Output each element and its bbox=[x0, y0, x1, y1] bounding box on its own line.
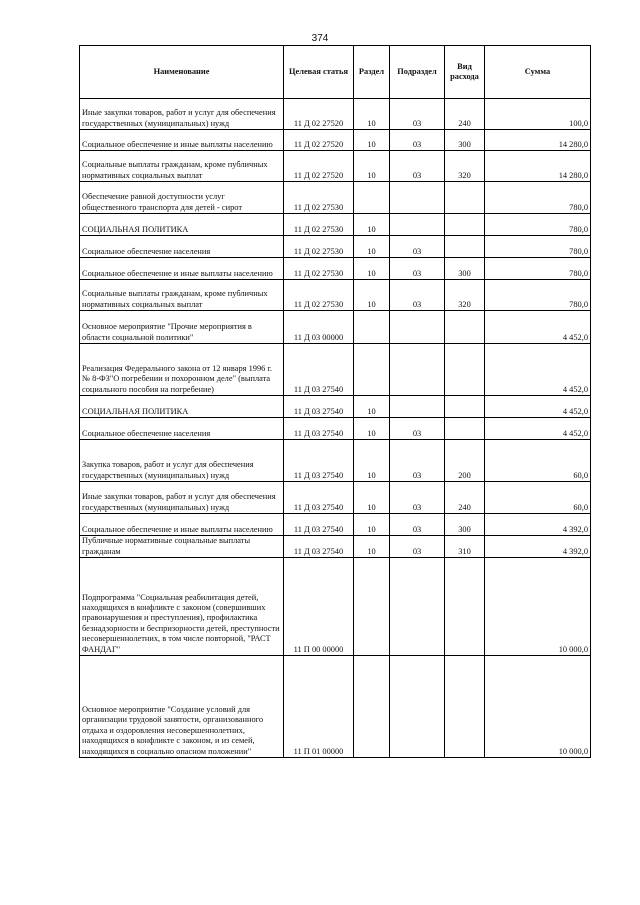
cell-section bbox=[354, 311, 390, 344]
cell-target: 11 Д 03 27540 bbox=[284, 344, 354, 396]
budget-table bbox=[79, 45, 591, 758]
cell-subsection bbox=[390, 558, 445, 656]
cell-target: 11 Д 02 27530 bbox=[284, 258, 354, 280]
cell-type: 200 bbox=[445, 440, 485, 482]
cell-section: 10 bbox=[354, 418, 390, 440]
cell-section: 10 bbox=[354, 99, 390, 130]
cell-section: 10 bbox=[354, 482, 390, 514]
table-row bbox=[80, 440, 591, 482]
cell-target: 11 Д 03 27540 bbox=[284, 536, 354, 558]
cell-sum: 780,0 bbox=[485, 182, 591, 214]
table-row bbox=[80, 182, 591, 214]
cell-type bbox=[445, 344, 485, 396]
cell-target: 11 Д 02 27530 bbox=[284, 236, 354, 258]
cell-subsection: 03 bbox=[390, 280, 445, 311]
cell-subsection: 03 bbox=[390, 151, 445, 182]
cell-subsection: 03 bbox=[390, 514, 445, 536]
cell-sum: 4 452,0 bbox=[485, 311, 591, 344]
cell-section: 10 bbox=[354, 536, 390, 558]
cell-target: 11 Д 03 27540 bbox=[284, 396, 354, 418]
cell-type bbox=[445, 418, 485, 440]
cell-sum: 60,0 bbox=[485, 440, 591, 482]
cell-sum: 780,0 bbox=[485, 236, 591, 258]
header-section: Раздел bbox=[354, 46, 390, 99]
cell-subsection: 03 bbox=[390, 482, 445, 514]
cell-name: Подпрограмма "Социальная реабилитация детей, находящихся в конфликте с законом (совершивших правонарушения и преступления), профилактика безнадзорности и беспризорности детей, преступности несовершеннолетних, в том числе повторной, "РАСТ ФАНДАГ" bbox=[80, 558, 284, 656]
cell-target: 11 Д 02 27520 bbox=[284, 151, 354, 182]
table-row bbox=[80, 514, 591, 536]
cell-section: 10 bbox=[354, 440, 390, 482]
cell-sum: 780,0 bbox=[485, 214, 591, 236]
cell-type bbox=[445, 311, 485, 344]
cell-subsection: 03 bbox=[390, 440, 445, 482]
header-sum: Сумма bbox=[485, 46, 591, 99]
cell-subsection bbox=[390, 344, 445, 396]
table-row bbox=[80, 280, 591, 311]
cell-sum: 780,0 bbox=[485, 258, 591, 280]
cell-type: 240 bbox=[445, 482, 485, 514]
cell-target: 11 Д 02 27530 bbox=[284, 280, 354, 311]
cell-name: Социальное обеспечение и иные выплаты населению bbox=[80, 130, 284, 151]
cell-section: 10 bbox=[354, 151, 390, 182]
table-row bbox=[80, 558, 591, 656]
header-target: Целевая статья bbox=[284, 46, 354, 99]
cell-target: 11 П 00 00000 bbox=[284, 558, 354, 656]
cell-name: Социальные выплаты гражданам, кроме публичных нормативных социальных выплат bbox=[80, 151, 284, 182]
cell-sum: 4 452,0 bbox=[485, 396, 591, 418]
cell-name: Социальное обеспечение и иные выплаты населению bbox=[80, 258, 284, 280]
cell-target: 11 Д 03 00000 bbox=[284, 311, 354, 344]
cell-target: 11 Д 03 27540 bbox=[284, 514, 354, 536]
table-row bbox=[80, 344, 591, 396]
cell-name: Социальное обеспечение населения bbox=[80, 418, 284, 440]
cell-section bbox=[354, 344, 390, 396]
table-row bbox=[80, 536, 591, 558]
cell-type bbox=[445, 236, 485, 258]
cell-section: 10 bbox=[354, 258, 390, 280]
cell-sum: 4 392,0 bbox=[485, 536, 591, 558]
cell-name: Основное мероприятие "Создание условий для организации трудовой занятости, организованного отдыха и оздоровления несовершеннолетних, находящихся в конфликте с законом, и из семей, находящихся в социально опасном положении" bbox=[80, 656, 284, 758]
cell-section: 10 bbox=[354, 396, 390, 418]
cell-sum: 4 452,0 bbox=[485, 418, 591, 440]
cell-type bbox=[445, 656, 485, 758]
cell-name: Основное мероприятие "Прочие мероприятия в области социальной политики" bbox=[80, 311, 284, 344]
cell-type: 300 bbox=[445, 514, 485, 536]
cell-type: 300 bbox=[445, 130, 485, 151]
table-row bbox=[80, 656, 591, 758]
cell-name: Публичные нормативные социальные выплаты гражданам bbox=[80, 536, 284, 558]
header-name: Наименование bbox=[80, 46, 284, 99]
cell-sum: 780,0 bbox=[485, 280, 591, 311]
cell-section: 10 bbox=[354, 514, 390, 536]
cell-sum: 10 000,0 bbox=[485, 558, 591, 656]
cell-subsection: 03 bbox=[390, 418, 445, 440]
header-subsection: Подраздел bbox=[390, 46, 445, 99]
cell-target: 11 Д 02 27520 bbox=[284, 99, 354, 130]
cell-name: Обеспечение равной доступности услуг общественного транспорта для детей - сирот bbox=[80, 182, 284, 214]
cell-subsection: 03 bbox=[390, 99, 445, 130]
cell-name: Иные закупки товаров, работ и услуг для обеспечения государственных (муниципальных) нужд bbox=[80, 482, 284, 514]
cell-name: СОЦИАЛЬНАЯ ПОЛИТИКА bbox=[80, 214, 284, 236]
cell-name: Социальное обеспечение и иные выплаты населению bbox=[80, 514, 284, 536]
table-row bbox=[80, 130, 591, 151]
cell-subsection: 03 bbox=[390, 130, 445, 151]
cell-section: 10 bbox=[354, 130, 390, 151]
cell-section bbox=[354, 558, 390, 656]
cell-subsection: 03 bbox=[390, 536, 445, 558]
cell-type bbox=[445, 182, 485, 214]
cell-subsection: 03 bbox=[390, 236, 445, 258]
cell-subsection bbox=[390, 656, 445, 758]
cell-name: Реализация Федерального закона от 12 января 1996 г. № 8-ФЗ"О погребении и похоронном деле" (выплата социального пособия на погребение) bbox=[80, 344, 284, 396]
cell-subsection bbox=[390, 311, 445, 344]
cell-type bbox=[445, 214, 485, 236]
cell-subsection: 03 bbox=[390, 258, 445, 280]
cell-type bbox=[445, 396, 485, 418]
cell-subsection bbox=[390, 182, 445, 214]
cell-sum: 14 280,0 bbox=[485, 151, 591, 182]
cell-section bbox=[354, 656, 390, 758]
cell-sum: 14 280,0 bbox=[485, 130, 591, 151]
cell-sum: 100,0 bbox=[485, 99, 591, 130]
cell-name: Социальное обеспечение населения bbox=[80, 236, 284, 258]
cell-type: 320 bbox=[445, 151, 485, 182]
cell-sum: 4 392,0 bbox=[485, 514, 591, 536]
cell-type: 320 bbox=[445, 280, 485, 311]
cell-target: 11 Д 03 27540 bbox=[284, 418, 354, 440]
cell-target: 11 Д 02 27530 bbox=[284, 182, 354, 214]
cell-section bbox=[354, 182, 390, 214]
cell-section: 10 bbox=[354, 280, 390, 311]
cell-name: Закупка товаров, работ и услуг для обеспечения государственных (муниципальных) нужд bbox=[80, 440, 284, 482]
cell-type: 310 bbox=[445, 536, 485, 558]
cell-name: Иные закупки товаров, работ и услуг для обеспечения государственных (муниципальных) нужд bbox=[80, 99, 284, 130]
cell-target: 11 Д 02 27530 bbox=[284, 214, 354, 236]
cell-target: 11 Д 03 27540 bbox=[284, 482, 354, 514]
table-row bbox=[80, 99, 591, 130]
cell-sum: 10 000,0 bbox=[485, 656, 591, 758]
page-number: 374 bbox=[311, 33, 329, 44]
cell-name: Социальные выплаты гражданам, кроме публичных нормативных социальных выплат bbox=[80, 280, 284, 311]
cell-target: 11 П 01 00000 bbox=[284, 656, 354, 758]
table-row bbox=[80, 236, 591, 258]
table-row bbox=[80, 311, 591, 344]
cell-subsection bbox=[390, 396, 445, 418]
table-row bbox=[80, 418, 591, 440]
cell-section: 10 bbox=[354, 236, 390, 258]
table-row bbox=[80, 214, 591, 236]
cell-type: 300 bbox=[445, 258, 485, 280]
cell-target: 11 Д 02 27520 bbox=[284, 130, 354, 151]
table-body bbox=[80, 99, 591, 758]
table-row bbox=[80, 151, 591, 182]
cell-subsection bbox=[390, 214, 445, 236]
cell-section: 10 bbox=[354, 214, 390, 236]
cell-type: 240 bbox=[445, 99, 485, 130]
table-row bbox=[80, 482, 591, 514]
table-row bbox=[80, 396, 591, 418]
cell-target: 11 Д 03 27540 bbox=[284, 440, 354, 482]
cell-type bbox=[445, 558, 485, 656]
table-header-row bbox=[80, 46, 591, 99]
cell-sum: 60,0 bbox=[485, 482, 591, 514]
cell-sum: 4 452,0 bbox=[485, 344, 591, 396]
table-row bbox=[80, 258, 591, 280]
cell-name: СОЦИАЛЬНАЯ ПОЛИТИКА bbox=[80, 396, 284, 418]
header-type: Вид расхода bbox=[445, 46, 485, 99]
